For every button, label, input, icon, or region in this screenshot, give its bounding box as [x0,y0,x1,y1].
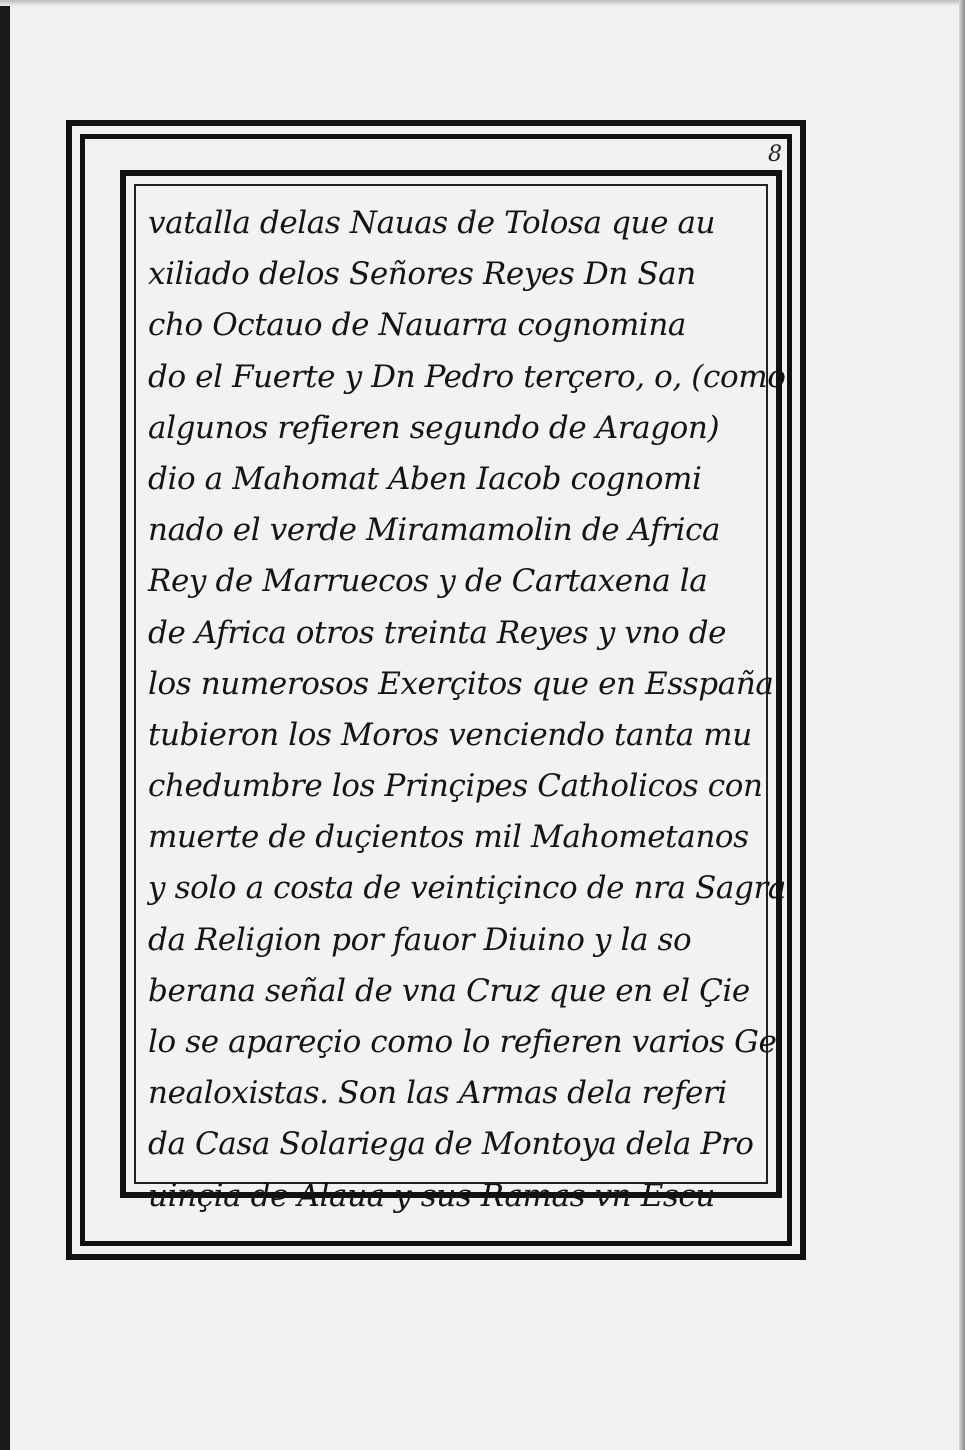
page-right-edge-shadow [959,0,965,1450]
text-line: xiliado delos Señores Reyes Dn San [148,256,696,293]
page-top-edge [0,0,965,6]
page-left-edge-shadow [0,0,10,1450]
text-line: muerte de duçientos mil Mahometanos [148,819,749,856]
text-line: uinçia de Alaua y sus Ramas vn Escu [148,1177,715,1214]
text-line: chedumbre los Prinçipes Catholicos con [148,768,763,805]
manuscript-text-block [148,198,786,1214]
text-line: Rey de Marruecos y de Cartaxena la [148,563,708,600]
text-line: da Casa Solariega de Montoya dela Pro [148,1126,754,1163]
text-line: tubieron los Moros venciendo tanta mu [148,716,752,753]
text-line: nealoxistas. Son las Armas dela referi [148,1075,727,1112]
text-line: los numerosos Exerçitos que en Esspaña [148,665,774,702]
text-line: dio a Mahomat Aben Iacob cognomi [148,460,702,497]
text-line: de Africa otros treinta Reyes y vno de [148,614,727,651]
text-line: cho Octauo de Nauarra cognomina [148,307,686,344]
text-line: do el Fuerte y Dn Pedro terçero, o, (como [148,358,786,395]
text-line: lo se apareçio como lo refieren varios Ge [148,1024,777,1060]
folio-number: 8 [768,142,782,167]
text-line: nado el verde Miramamolin de Africa [148,512,721,549]
text-line: algunos refieren segundo de Aragon) [148,409,720,446]
text-line: y solo a costa de veintiçinco de nra Sagra [148,870,786,907]
text-line: vatalla delas Nauas de Tolosa que au [148,205,716,241]
text-line: berana señal de vna Cruz que en el Çie [148,972,750,1009]
text-line: da Religion por fauor Diuino y la so [148,921,692,958]
